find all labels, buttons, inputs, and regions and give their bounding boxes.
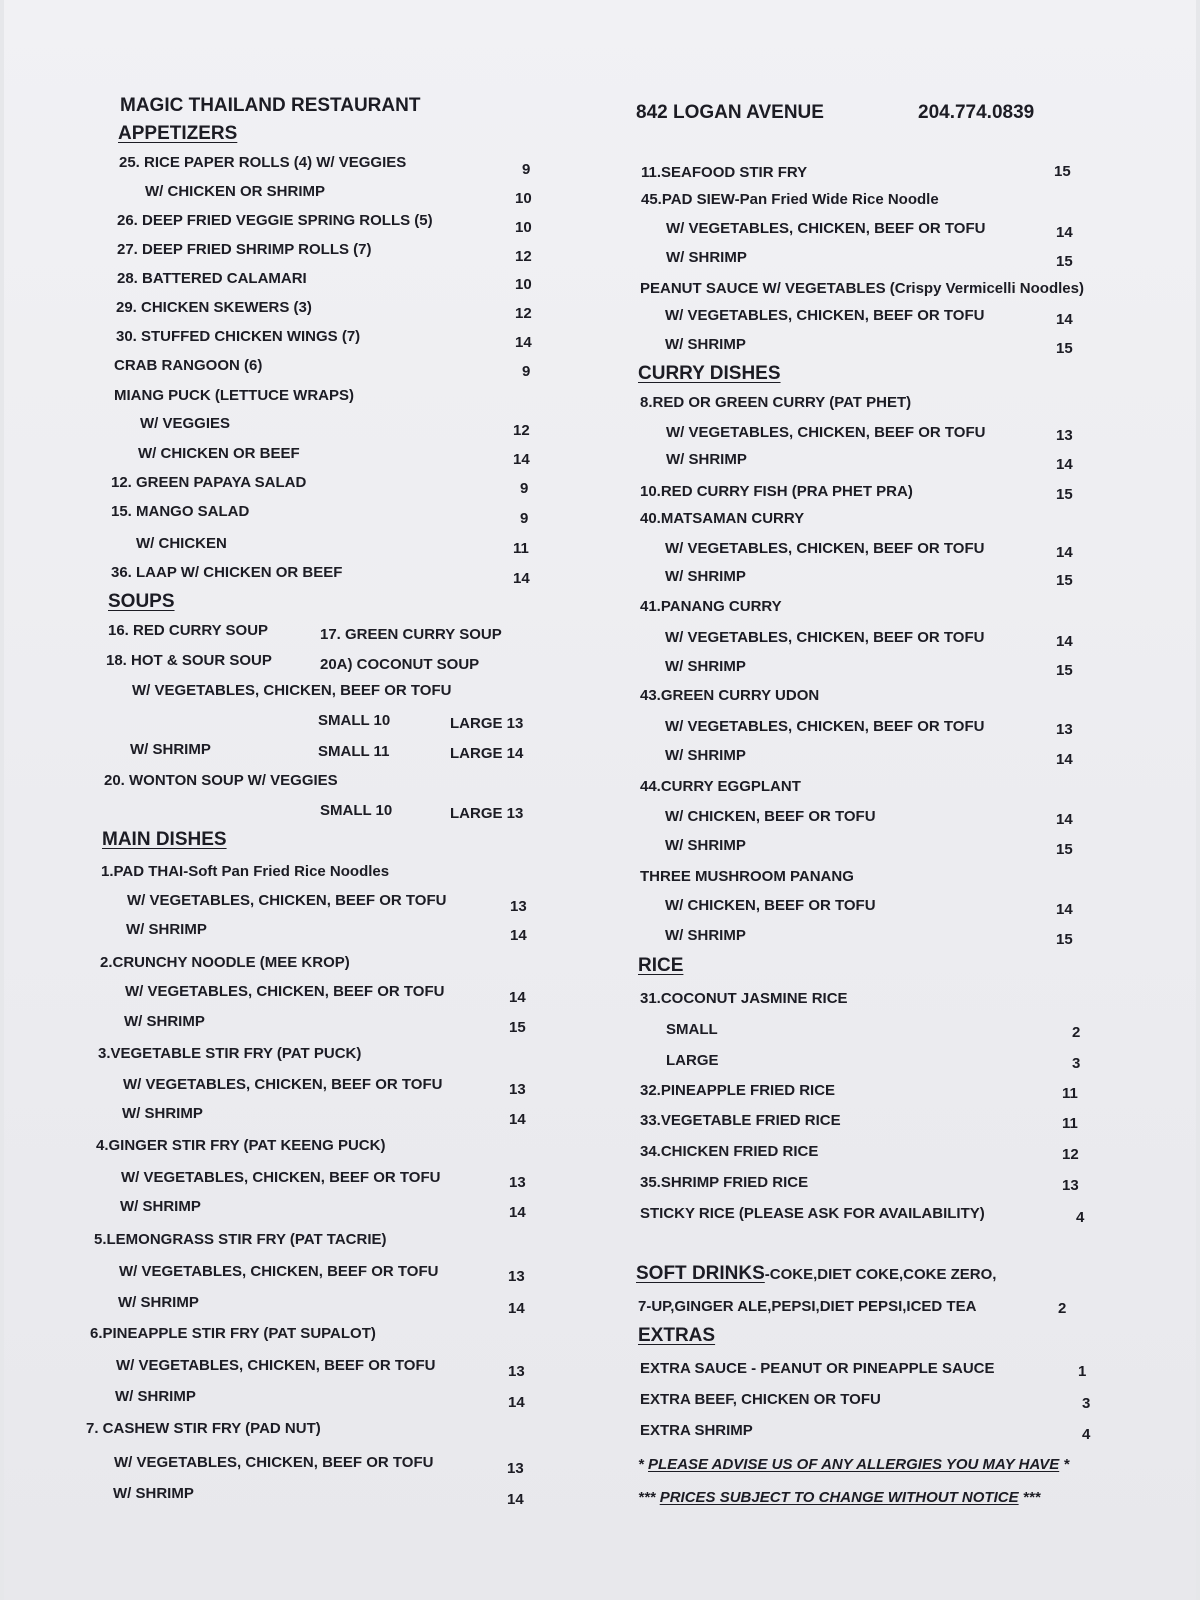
restaurant-address: 842 LOGAN AVENUE — [636, 102, 824, 123]
menu-item-name: STICKY RICE (PLEASE ASK FOR AVAILABILITY) — [640, 1205, 985, 1222]
menu-item-price: 9 — [520, 480, 529, 497]
menu-item-price: 13 — [509, 1081, 526, 1098]
soup-item: 18. HOT & SOUR SOUP — [106, 652, 272, 669]
menu-item-name: 28. BATTERED CALAMARI — [117, 270, 307, 287]
menu-item-price: 14 — [1056, 224, 1073, 241]
menu-item-name: 36. LAAP W/ CHICKEN OR BEEF — [111, 564, 343, 581]
menu-item-name: W/ SHRIMP — [118, 1294, 199, 1311]
note-marker: *** — [638, 1489, 660, 1506]
menu-item-name: 4.GINGER STIR FRY (PAT KEENG PUCK) — [96, 1137, 386, 1154]
note-marker: * — [1059, 1456, 1070, 1473]
menu-item-price: 14 — [513, 451, 530, 468]
menu-item-name: W/ SHRIMP — [666, 451, 747, 468]
menu-item-name: 1.PAD THAI-Soft Pan Fried Rice Noodles — [101, 863, 390, 880]
menu-item-name: CRAB RANGOON (6) — [114, 357, 263, 374]
soft-drinks-list: -COKE,DIET COKE,COKE ZERO, — [764, 1266, 997, 1283]
menu-item-price: 15 — [509, 1019, 526, 1036]
menu-item-name: 29. CHICKEN SKEWERS (3) — [116, 299, 312, 316]
menu-item-name: W/ SHRIMP — [115, 1388, 196, 1405]
allergy-note — [638, 1457, 1069, 1472]
allergy-note-text: PLEASE ADVISE US OF ANY ALLERGIES YOU MAY HAVE — [648, 1456, 1060, 1473]
curry-heading: CURRY DISHES — [638, 363, 781, 384]
menu-item-name: W/ VEGETABLES, CHICKEN, BEEF OR TOFU — [114, 1454, 434, 1471]
menu-item-price: 12 — [515, 305, 532, 322]
menu-item-price: 12 — [513, 422, 530, 439]
menu-item-name: W/ VEGETABLES, CHICKEN, BEEF OR TOFU — [665, 718, 985, 735]
soup-small-price: SMALL 10 — [320, 802, 393, 819]
menu-item-price: 14 — [510, 927, 527, 944]
soup-large-price: LARGE 14 — [450, 745, 524, 762]
menu-item-price: 4 — [1082, 1426, 1091, 1443]
menu-item-price: 1 — [1078, 1363, 1087, 1380]
menu-item-name: 44.CURRY EGGPLANT — [640, 778, 801, 795]
price-note-text: PRICES SUBJECT TO CHANGE WITHOUT NOTICE — [659, 1489, 1019, 1506]
menu-item-price: 14 — [1056, 751, 1073, 768]
menu-item-name: 6.PINEAPPLE STIR FRY (PAT SUPALOT) — [90, 1325, 376, 1342]
menu-item-price: 2 — [1072, 1024, 1081, 1041]
menu-item-name: 26. DEEP FRIED VEGGIE SPRING ROLLS (5) — [117, 212, 433, 229]
soup-small-price: SMALL 10 — [318, 712, 391, 729]
menu-item-name: W/ SHRIMP — [665, 927, 746, 944]
menu-item-name: W/ VEGETABLES, CHICKEN, BEEF OR TOFU — [666, 424, 986, 441]
menu-item-price: 13 — [509, 1174, 526, 1191]
menu-item-name: 2.CRUNCHY NOODLE (MEE KROP) — [100, 954, 350, 971]
menu-item-name: 7. CASHEW STIR FRY (PAD NUT) — [86, 1420, 321, 1437]
menu-item-price: 9 — [522, 161, 531, 178]
menu-item-name: 32.PINEAPPLE FRIED RICE — [640, 1082, 836, 1099]
menu-item-price: 15 — [1056, 662, 1073, 679]
menu-item-name: W/ SHRIMP — [665, 747, 746, 764]
menu-item-name: W/ SHRIMP — [120, 1198, 201, 1215]
menu-item-price: 15 — [1056, 572, 1073, 589]
menu-item-price: 14 — [509, 1204, 526, 1221]
menu-item-name: SMALL — [666, 1021, 718, 1038]
menu-item-price: 13 — [508, 1268, 525, 1285]
menu-item-name: 40.MATSAMAN CURRY — [640, 510, 805, 527]
menu-item-price: 15 — [1056, 340, 1073, 357]
menu-item-price: 14 — [513, 570, 530, 587]
menu-item-price: 14 — [1056, 633, 1073, 650]
menu-item-price: 13 — [508, 1363, 525, 1380]
menu-item-price: 14 — [1056, 544, 1073, 561]
menu-item-name: W/ SHRIMP — [124, 1013, 205, 1030]
menu-item-name: 43.GREEN CURRY UDON — [640, 687, 820, 704]
soup-option: W/ VEGETABLES, CHICKEN, BEEF OR TOFU — [132, 682, 452, 699]
menu-item-price: 15 — [1056, 253, 1073, 270]
menu-item-name: PEANUT SAUCE W/ VEGETABLES (Crispy Vermicelli Noodles) — [640, 280, 1084, 297]
menu-item-name: W/ VEGETABLES, CHICKEN, BEEF OR TOFU — [665, 307, 985, 324]
menu-item-price: 13 — [1056, 427, 1073, 444]
menu-item-price: 12 — [515, 248, 532, 265]
menu-item-name: W/ VEGETABLES, CHICKEN, BEEF OR TOFU — [121, 1169, 441, 1186]
soup-large-price: LARGE 13 — [450, 805, 524, 822]
soft-drinks-heading: SOFT DRINKS — [636, 1263, 765, 1284]
soft-drinks-line — [636, 1264, 996, 1283]
menu-item-name: 10.RED CURRY FISH (PRA PHET PRA) — [640, 483, 913, 500]
menu-item-price: 3 — [1082, 1395, 1091, 1412]
menu-item-name: W/ SHRIMP — [126, 921, 207, 938]
menu-item-name: 31.COCONUT JASMINE RICE — [640, 990, 848, 1007]
soup-option: W/ SHRIMP — [130, 741, 211, 758]
menu-item-name: W/ CHICKEN OR SHRIMP — [145, 183, 325, 200]
menu-item-name: 33.VEGETABLE FRIED RICE — [640, 1112, 841, 1129]
restaurant-name: MAGIC THAILAND RESTAURANT — [120, 95, 421, 116]
menu-item-name: W/ VEGETABLES, CHICKEN, BEEF OR TOFU — [665, 540, 985, 557]
menu-item-price: 14 — [1056, 901, 1073, 918]
menu-item-price: 13 — [507, 1460, 524, 1477]
menu-item-price: 14 — [509, 1111, 526, 1128]
menu-item-price: 11 — [513, 540, 529, 557]
menu-item-name: 45.PAD SIEW-Pan Fried Wide Rice Noodle — [641, 191, 939, 208]
soup-item: 17. GREEN CURRY SOUP — [320, 626, 502, 643]
soup-large-price: LARGE 13 — [450, 715, 524, 732]
menu-item-name: EXTRA BEEF, CHICKEN OR TOFU — [640, 1391, 881, 1408]
menu-item-name: THREE MUSHROOM PANANG — [640, 868, 854, 885]
appetizers-heading: APPETIZERS — [118, 123, 238, 144]
restaurant-phone: 204.774.0839 — [918, 102, 1035, 123]
menu-item-name: W/ VEGETABLES, CHICKEN, BEEF OR TOFU — [119, 1263, 439, 1280]
menu-item-price: 14 — [1056, 456, 1073, 473]
extras-heading: EXTRAS — [638, 1325, 716, 1346]
menu-page — [4, 0, 1196, 1600]
rice-heading: RICE — [638, 955, 684, 976]
menu-item-price: 13 — [1062, 1177, 1079, 1194]
menu-item-price: 4 — [1076, 1209, 1085, 1226]
menu-item-price: 11 — [1062, 1085, 1078, 1102]
menu-item-price: 15 — [1056, 486, 1073, 503]
price-note — [638, 1490, 1040, 1505]
menu-item-price: 12 — [1062, 1146, 1079, 1163]
menu-item-price: 15 — [1054, 163, 1071, 180]
menu-item-price: 13 — [1056, 721, 1073, 738]
soup-small-price: SMALL 11 — [318, 743, 390, 760]
menu-item-name: 35.SHRIMP FRIED RICE — [640, 1174, 809, 1191]
menu-item-price: 14 — [1056, 311, 1073, 328]
menu-item-name: W/ VEGETABLES, CHICKEN, BEEF OR TOFU — [665, 629, 985, 646]
menu-item-name: MIANG PUCK (LETTUCE WRAPS) — [114, 387, 354, 404]
menu-item-name: 27. DEEP FRIED SHRIMP ROLLS (7) — [117, 241, 372, 258]
menu-item-name: W/ VEGETABLES, CHICKEN, BEEF OR TOFU — [116, 1357, 436, 1374]
menu-item-price: 15 — [1056, 841, 1073, 858]
menu-item-price: 15 — [1056, 931, 1073, 948]
menu-item-name: W/ VEGETABLES, CHICKEN, BEEF OR TOFU — [666, 220, 986, 237]
menu-item-price: 9 — [520, 510, 529, 527]
menu-item-price: 13 — [510, 898, 527, 915]
menu-item-name: W/ SHRIMP — [666, 249, 747, 266]
menu-item-name: 11.SEAFOOD STIR FRY — [641, 164, 808, 181]
menu-item-name: W/ SHRIMP — [113, 1485, 194, 1502]
soft-drinks-list-cont: 7-UP,GINGER ALE,PEPSI,DIET PEPSI,ICED TEA — [638, 1298, 977, 1315]
menu-item-name: W/ CHICKEN, BEEF OR TOFU — [665, 808, 876, 825]
menu-item-name: EXTRA SHRIMP — [640, 1422, 753, 1439]
menu-item-price: 14 — [507, 1491, 524, 1508]
menu-item-name: EXTRA SAUCE - PEANUT OR PINEAPPLE SAUCE — [640, 1360, 995, 1377]
menu-item-name: 30. STUFFED CHICKEN WINGS (7) — [116, 328, 361, 345]
menu-item-price: 14 — [515, 334, 532, 351]
soft-drinks-price: 2 — [1058, 1300, 1067, 1317]
menu-item-name: W/ VEGGIES — [140, 415, 231, 432]
menu-item-name: W/ VEGETABLES, CHICKEN, BEEF OR TOFU — [127, 892, 447, 909]
menu-item-name: 41.PANANG CURRY — [640, 598, 782, 615]
menu-item-price: 10 — [515, 219, 532, 236]
soup-item: 20A) COCONUT SOUP — [320, 656, 480, 673]
menu-item-name: W/ SHRIMP — [665, 837, 746, 854]
menu-item-price: 14 — [508, 1300, 525, 1317]
menu-item-name: W/ SHRIMP — [122, 1105, 203, 1122]
menu-item-price: 10 — [515, 276, 532, 293]
soup-item: 20. WONTON SOUP W/ VEGGIES — [104, 772, 338, 789]
menu-item-price: 11 — [1062, 1115, 1078, 1132]
menu-item-name: 3.VEGETABLE STIR FRY (PAT PUCK) — [98, 1045, 362, 1062]
soups-heading: SOUPS — [108, 591, 175, 612]
menu-item-name: 25. RICE PAPER ROLLS (4) W/ VEGGIES — [119, 154, 407, 171]
menu-item-name: 12. GREEN PAPAYA SALAD — [111, 474, 307, 491]
menu-item-price: 9 — [522, 363, 531, 380]
menu-item-name: 8.RED OR GREEN CURRY (PAT PHET) — [640, 394, 912, 411]
menu-item-name: W/ VEGETABLES, CHICKEN, BEEF OR TOFU — [123, 1076, 443, 1093]
menu-item-name: W/ CHICKEN OR BEEF — [138, 445, 300, 462]
note-marker: *** — [1018, 1489, 1041, 1506]
menu-item-name: LARGE — [666, 1052, 719, 1069]
menu-item-price: 14 — [509, 989, 526, 1006]
menu-item-name: W/ SHRIMP — [665, 658, 746, 675]
menu-item-name: W/ CHICKEN — [136, 535, 227, 552]
menu-item-price: 10 — [515, 190, 532, 207]
menu-item-name: W/ CHICKEN, BEEF OR TOFU — [665, 897, 876, 914]
note-marker: * — [638, 1456, 649, 1473]
menu-item-name: W/ SHRIMP — [665, 336, 746, 353]
menu-item-name: W/ VEGETABLES, CHICKEN, BEEF OR TOFU — [125, 983, 445, 1000]
menu-item-name: W/ SHRIMP — [665, 568, 746, 585]
menu-item-name: 34.CHICKEN FRIED RICE — [640, 1143, 819, 1160]
menu-item-price: 14 — [508, 1394, 525, 1411]
menu-item-name: 15. MANGO SALAD — [111, 503, 250, 520]
menu-item-name: 5.LEMONGRASS STIR FRY (PAT TACRIE) — [94, 1231, 387, 1248]
menu-item-price: 14 — [1056, 811, 1073, 828]
menu-item-price: 3 — [1072, 1055, 1081, 1072]
main-dishes-heading: MAIN DISHES — [102, 829, 227, 850]
soup-item: 16. RED CURRY SOUP — [108, 622, 269, 639]
